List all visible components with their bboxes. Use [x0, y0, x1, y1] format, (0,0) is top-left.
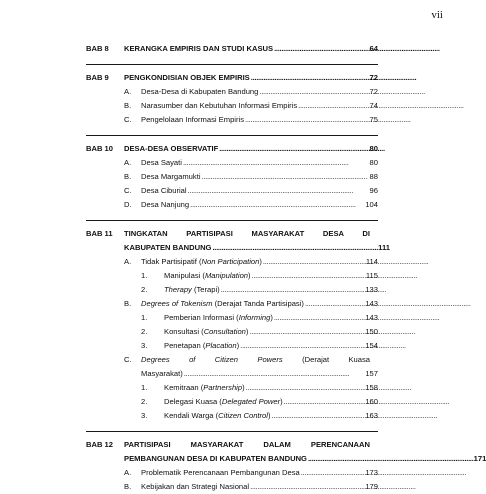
chapter-10-entry	[86, 142, 378, 156]
subsection-entry	[86, 269, 378, 283]
chapter-page: 64	[369, 44, 378, 53]
section-mark: D.	[124, 200, 132, 209]
section-mark: B.	[124, 172, 132, 181]
dot-leader	[184, 367, 365, 381]
section-title-tail: )	[259, 257, 262, 266]
section-page: 88	[369, 172, 378, 181]
subsection-title-tail: )	[280, 397, 283, 406]
section-entry	[86, 156, 378, 170]
section-divider	[86, 431, 378, 432]
subsection-page: 143	[365, 313, 378, 322]
subsection-title-tail: )	[245, 327, 249, 336]
section-mark: C.	[124, 115, 132, 124]
section-title: Narasumber dan Kebutuhan Informasi Empiris	[141, 101, 298, 110]
dot-leader	[284, 395, 365, 409]
subsection-title-tail: (Terapi)	[191, 285, 220, 294]
section-entry	[86, 170, 378, 184]
section-page: 157	[365, 369, 378, 378]
section-mark: B.	[124, 101, 132, 110]
subsection-title: Kendali Warga (	[164, 411, 219, 420]
chapter-title-line: TINGKATAN PARTISIPASI MASYARAKAT DESA DI	[124, 229, 370, 238]
subsection-mark: 3.	[141, 411, 148, 420]
section-title: Kebijakan dan Strategi Nasional	[141, 482, 250, 491]
subsection-title-italic: Partnership	[203, 383, 243, 392]
dot-leader	[246, 381, 365, 395]
subsection-entry	[86, 395, 378, 409]
subsection-entry	[86, 381, 378, 395]
subsection-mark: 2.	[141, 327, 148, 336]
section-title-line2: Masyarakat)	[141, 369, 183, 378]
section-entry	[86, 466, 378, 480]
section-mark: B.	[124, 482, 132, 491]
section-mark: A.	[124, 87, 132, 96]
subsection-page: 133	[365, 285, 378, 294]
chapter-title-line: PEMBANGUNAN DESA DI KABUPATEN BANDUNG	[124, 454, 307, 463]
subsection-title-italic: Delegated Power	[221, 397, 281, 406]
section-title: Desa Sayati	[141, 158, 182, 167]
chapter-page: 171	[473, 454, 486, 463]
section-divider	[86, 220, 378, 221]
section-title-italic: Non Participation	[201, 257, 260, 266]
dot-leader	[298, 99, 367, 113]
subsection-mark: 1.	[141, 271, 148, 280]
dot-leader	[212, 241, 377, 255]
subsection-title: Delegasi Kuasa (	[164, 397, 222, 406]
section-title: Problematik Perencanaan Pembangunan Desa	[141, 468, 300, 477]
table-of-contents	[86, 42, 486, 494]
subsection-title: Pemberian Informasi (	[164, 313, 239, 322]
section-title: Desa Margamukti	[141, 172, 201, 181]
section-mark: C.	[124, 355, 132, 364]
section-mark: A.	[124, 158, 132, 167]
dot-leader	[274, 42, 367, 56]
chapter-label: BAB 11	[86, 229, 113, 238]
dot-leader	[245, 113, 367, 127]
chapter-11-entry	[86, 227, 390, 255]
section-title-italic: Degrees of Tokenism	[141, 299, 213, 308]
dot-leader	[188, 184, 367, 198]
subsection-entry	[86, 409, 378, 423]
section-page: 173	[365, 468, 378, 477]
dot-leader	[219, 142, 367, 156]
section-entry	[86, 184, 378, 198]
section-entry	[86, 255, 378, 269]
subsection-entry	[86, 283, 378, 297]
dot-leader	[250, 480, 364, 494]
subsection-title-italic: Informing	[238, 313, 271, 322]
subsection-title-tail: )	[248, 271, 251, 280]
subsection-mark: 1.	[141, 383, 148, 392]
subsection-page: 163	[365, 411, 378, 420]
subsection-title-tail: )	[270, 313, 273, 322]
subsection-title: Kemitraan (	[164, 383, 204, 392]
section-divider	[86, 135, 378, 136]
chapter-9-entry	[86, 71, 378, 85]
section-title: Desa Ciburial	[141, 186, 187, 195]
section-title: Desa-Desa di Kabupaten Bandung	[141, 87, 259, 96]
section-title-tail: (Derajat Kuasa	[282, 355, 370, 364]
section-page: 72	[369, 87, 378, 96]
chapter-title: KERANGKA EMPIRIS DAN STUDI KASUS	[124, 44, 274, 53]
dot-leader	[274, 311, 364, 325]
section-entry	[86, 99, 378, 113]
section-title-tail: (Derajat Tanda Partisipasi)	[212, 299, 304, 308]
section-mark: B.	[124, 299, 132, 308]
dot-leader	[202, 170, 367, 184]
section-entry	[86, 198, 378, 212]
chapter-label: BAB 9	[86, 73, 109, 82]
subsection-entry	[86, 311, 378, 325]
subsection-mark: 2.	[141, 397, 148, 406]
dot-leader	[272, 409, 365, 423]
subsection-title: Konsultasi (	[164, 327, 204, 336]
chapter-title-line: PARTISIPASI MASYARAKAT DALAM PERENCANAAN	[124, 440, 370, 449]
chapter-page: 80	[369, 144, 378, 153]
subsection-title-italic: Citizen Control	[218, 411, 268, 420]
section-page: 96	[369, 186, 378, 195]
dot-leader	[308, 452, 473, 466]
section-page: 74	[369, 101, 378, 110]
section-mark: A.	[124, 468, 132, 477]
subsection-mark: 1.	[141, 313, 148, 322]
section-divider	[86, 64, 378, 65]
dot-leader	[221, 283, 365, 297]
dot-leader	[301, 466, 365, 480]
chapter-title-line: KABUPATEN BANDUNG	[124, 243, 212, 252]
subsection-page: 115	[365, 271, 378, 280]
dot-leader	[190, 198, 364, 212]
subsection-title: Penetapan (	[164, 341, 206, 350]
subsection-title-italic: Manipulation	[204, 271, 249, 280]
subsection-title-italic: Therapy	[164, 285, 192, 294]
chapter-label: BAB 12	[86, 440, 114, 449]
chapter-title: DESA-DESA OBSERVATIF	[124, 144, 219, 153]
chapter-page: 111	[378, 243, 390, 252]
dot-leader	[240, 339, 364, 353]
subsection-title-italic: Placation	[205, 341, 237, 350]
dot-leader	[249, 325, 364, 339]
dot-leader	[259, 85, 367, 99]
section-title-italic: Degrees of Citizen Powers	[141, 355, 283, 364]
subsection-title-tail: )	[236, 341, 240, 350]
subsection-page: 150	[365, 327, 378, 336]
subsection-title-italic: Consultation	[203, 327, 246, 336]
section-title: Tidak Partisipatif (	[141, 257, 202, 266]
section-entry	[86, 85, 378, 99]
section-page: 104	[365, 200, 378, 209]
section-page: 114	[365, 257, 378, 266]
subsection-mark: 2.	[141, 285, 148, 294]
section-entry	[86, 353, 378, 381]
subsection-page: 158	[365, 383, 378, 392]
section-entry	[86, 297, 378, 311]
section-page: 80	[369, 158, 378, 167]
chapter-label: BAB 8	[86, 44, 109, 53]
subsection-entry	[86, 339, 378, 353]
subsection-page: 160	[365, 397, 378, 406]
section-page: 143	[365, 299, 378, 308]
subsection-title-tail: )	[242, 383, 245, 392]
subsection-title: Manipulasi (	[164, 271, 205, 280]
section-title: Pengelolaan Informasi Empiris	[141, 115, 244, 124]
chapter-page: 72	[369, 73, 378, 82]
chapter-8-entry	[86, 42, 378, 56]
chapter-title: PENGKONDISIAN OBJEK EMPIRIS	[124, 73, 250, 82]
section-title: Desa Nanjung	[141, 200, 190, 209]
subsection-page: 154	[365, 341, 378, 350]
section-entry	[86, 113, 378, 127]
section-page: 75	[369, 115, 378, 124]
chapter-12-entry	[86, 438, 486, 466]
dot-leader	[183, 156, 367, 170]
section-page: 179	[365, 482, 378, 491]
dot-leader	[305, 297, 364, 311]
section-mark: A.	[124, 257, 132, 266]
subsection-title-tail: )	[267, 411, 271, 420]
page-number: vii	[431, 9, 443, 21]
dot-leader	[263, 255, 365, 269]
dot-leader	[251, 71, 367, 85]
chapter-label: BAB 10	[86, 144, 114, 153]
subsection-mark: 3.	[141, 341, 148, 350]
section-mark: C.	[124, 186, 132, 195]
dot-leader	[252, 269, 365, 283]
section-entry	[86, 480, 378, 494]
subsection-entry	[86, 325, 378, 339]
